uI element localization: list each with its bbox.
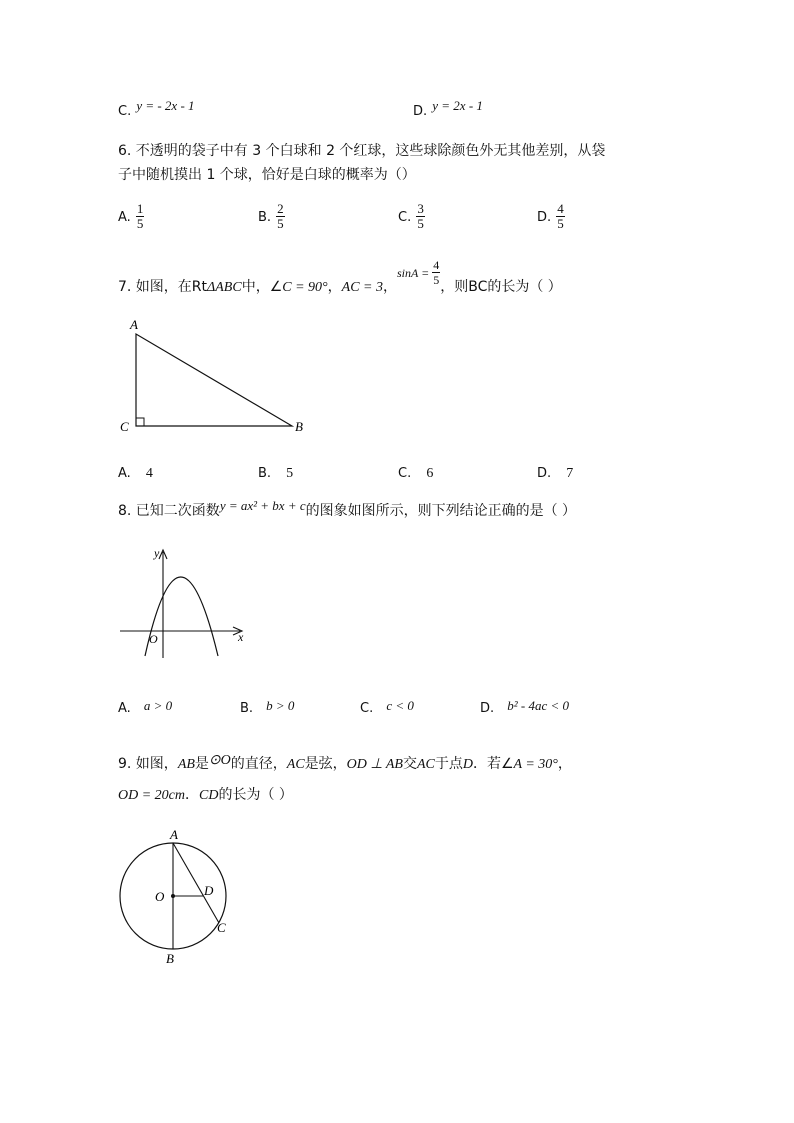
math: OD ⊥ AB (346, 757, 403, 772)
fraction-den: 5 (433, 273, 440, 287)
option-letter: C. (118, 104, 132, 119)
q5-option-d-expr: y = 2x - 1 (432, 98, 483, 113)
option-value: 4 (145, 466, 153, 481)
fraction-den: 5 (557, 216, 564, 231)
text: 是 (194, 756, 209, 772)
math: AC (286, 757, 305, 772)
text: 9. 如图， (118, 756, 178, 772)
q7-option-c (398, 462, 433, 482)
right-angle-mark (136, 418, 144, 426)
label-c: C (217, 920, 226, 935)
fraction-num: 4 (433, 258, 440, 272)
label-b: B (166, 951, 174, 966)
option-letter: B. (258, 466, 272, 481)
fraction (556, 202, 565, 231)
q9-line2 (118, 784, 293, 804)
option-value: c < 0 (386, 698, 414, 713)
triangle-abc (136, 334, 292, 426)
option-letter: C. (360, 701, 374, 716)
fraction-den: 5 (136, 216, 144, 231)
q8-option-a (118, 697, 172, 716)
text: 的直径， (230, 756, 287, 772)
q8-prefix: 8. 已知二次函数 (118, 503, 220, 519)
q7-prefix: 7. 如图，在Rt (118, 279, 208, 295)
q6-option-a (118, 202, 144, 231)
fraction-den: 5 (277, 216, 284, 231)
q8-option-c (360, 697, 414, 716)
text: 是弦， (304, 756, 347, 772)
text: 的长为（ ） (218, 787, 293, 803)
q6-option-c (398, 202, 425, 231)
option-value: a > 0 (143, 698, 173, 713)
q9-circle-figure (108, 822, 248, 970)
q8-option-d (480, 697, 569, 716)
q7-triangle: ΔABC (207, 280, 242, 295)
q8-option-b (240, 697, 294, 716)
circle-o-symbol: ⊙O (208, 753, 231, 768)
option-value: b > 0 (266, 698, 295, 713)
option-letter: D. (480, 701, 495, 716)
option-value: 6 (426, 466, 434, 481)
q8-parabola-figure (112, 542, 254, 662)
option-letter: A. (118, 210, 131, 225)
fraction-den: 5 (417, 216, 424, 231)
q6-option-b (258, 202, 285, 231)
q7-sep: ， (327, 279, 342, 295)
option-letter: C. (398, 466, 412, 481)
math: D (462, 757, 473, 772)
q7-ac: AC = 3 (341, 280, 383, 295)
q7-tail: ，则BC的长为（ ） (440, 279, 562, 295)
option-letter: A. (118, 701, 131, 716)
text: 交 (402, 756, 417, 772)
fraction (416, 202, 425, 231)
q5-option-c-expr: y = - 2x - 1 (136, 98, 195, 113)
fraction (136, 202, 145, 231)
label-d: D (204, 883, 214, 898)
option-letter: C. (398, 210, 412, 225)
fraction-num: 2 (277, 201, 284, 216)
q5-option-c (118, 100, 195, 119)
q9-line1 (118, 753, 572, 773)
fraction (276, 202, 285, 231)
q6-line1: 6. 不透明的袋子中有 3 个白球和 2 个红球，这些球除颜色外无其他差别，从袋 (118, 143, 606, 159)
q7-option-a (118, 462, 153, 482)
q5-option-d (413, 100, 483, 119)
math: AC (416, 757, 435, 772)
q8-stem (118, 500, 576, 520)
fraction-num: 4 (557, 201, 564, 216)
q7-option-b (258, 462, 293, 482)
label-a: A (170, 827, 178, 842)
q7-sin: sinA = (397, 266, 433, 280)
option-letter: D. (537, 466, 552, 481)
label-o: O (149, 632, 158, 646)
q7-stem: 7. 如图，在RtΔABC中，∠C = 90°，AC = 3，sinA = $\frac{4}{5}$ ，则BC的长为（ ） (118, 258, 562, 295)
option-letter: B. (258, 210, 272, 225)
option-letter: A. (118, 466, 131, 481)
option-value: 7 (566, 466, 574, 481)
label-a: A (130, 317, 138, 332)
q7-mid: 中，∠ (241, 279, 283, 295)
math: OD = 20cm (118, 788, 185, 803)
option-value: b² - 4ac < 0 (507, 698, 570, 713)
q6-option-d (537, 202, 565, 231)
text: ， (557, 756, 572, 772)
center-point (171, 894, 175, 898)
math: CD (199, 788, 219, 803)
text: ．若∠ (472, 756, 514, 772)
q7-option-d (537, 462, 573, 482)
q7-angle-c: C = 90° (282, 280, 328, 295)
q7-triangle-figure (112, 312, 322, 438)
label-y: y (154, 546, 160, 560)
label-x: x (238, 630, 244, 644)
option-value: 5 (286, 466, 294, 481)
text: 于点 (434, 756, 463, 772)
q6-line2: 子中随机摸出 1 个球，恰好是白球的概率为（） (118, 167, 416, 183)
option-letter: D. (537, 210, 552, 225)
q8-function: y = ax² + bx + c (219, 498, 306, 513)
label-c: C (120, 419, 129, 434)
option-letter: B. (240, 701, 254, 716)
option-letter: D. (413, 104, 428, 119)
label-o: O (155, 889, 165, 904)
math: A = 30° (513, 757, 558, 772)
text: ． (185, 787, 199, 803)
fraction-num: 3 (417, 201, 424, 216)
math: AB (177, 757, 195, 772)
label-b: B (295, 419, 303, 434)
fraction-num: 1 (136, 201, 144, 216)
q8-tail: 的图象如图所示，则下列结论正确的是（ ） (305, 503, 577, 519)
